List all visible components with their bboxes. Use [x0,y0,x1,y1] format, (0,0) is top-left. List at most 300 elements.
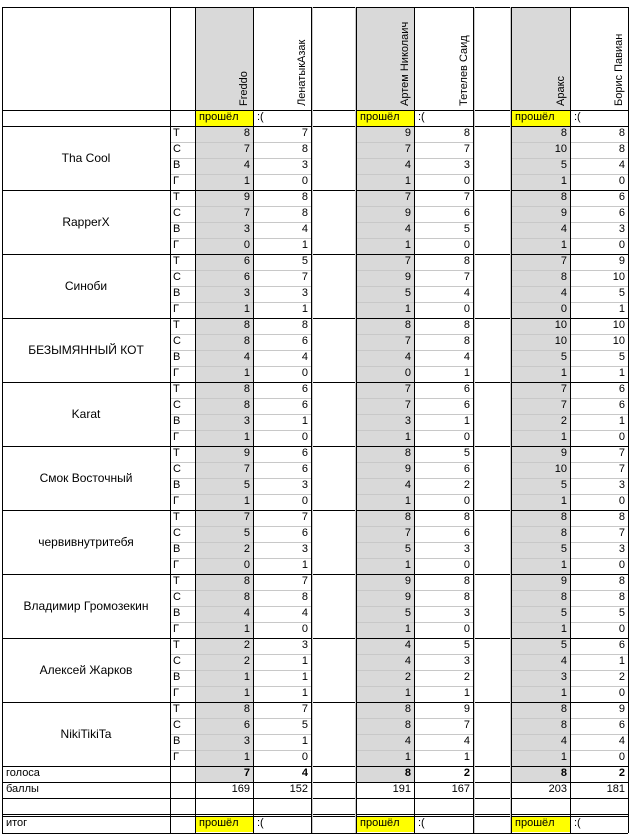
score-cell: 5 [618,351,625,363]
score-cell: 7 [463,191,470,203]
score-cell: 0 [195,238,253,254]
grid-line [474,7,475,833]
status-fail: :( [418,111,425,123]
score-cell: 7 [356,190,414,206]
grid-line [414,7,415,833]
score-cell: 1 [356,430,414,446]
criterion-label: Г [173,239,179,251]
grid-line [170,222,311,223]
score-cell: 6 [463,463,470,475]
score-cell: 7 [356,254,414,270]
score-cell: 6 [463,207,470,219]
score-cell: 8 [195,318,253,334]
score-cell: 2 [356,670,414,686]
grid-line [170,494,311,495]
score-cell: 1 [618,415,625,427]
judge-name: Freddo [238,71,250,106]
criterion-label: В [173,543,181,555]
score-cell: 8 [356,318,414,334]
criterion-label: Т [173,383,180,395]
score-cell: 7 [463,719,470,731]
score-cell: 0 [618,559,625,571]
criterion-label: Г [173,751,179,763]
grid-line [170,686,311,687]
grid-line [2,702,628,703]
status-fail: :( [574,111,581,123]
grid-line [2,7,628,8]
score-cell: 6 [301,463,308,475]
score-cell: 9 [511,206,570,222]
score-cell: 4 [356,158,414,174]
criterion-label: С [173,335,181,347]
grid-line [170,270,311,271]
score-cell: 8 [511,702,570,718]
grid-line [170,478,311,479]
score-cell: 4 [356,654,414,670]
score-cell: 10 [612,271,625,283]
score-cell: 1 [195,670,253,686]
score-cell: 9 [356,574,414,590]
grid-line [170,158,311,159]
score-cell: 6 [463,399,470,411]
score-cell: 8 [463,591,470,603]
score-cell: 1 [195,430,253,446]
grid-line [170,302,311,303]
score-cell: 0 [195,558,253,574]
score-cell: 7 [301,271,308,283]
score-cell: 7 [618,527,625,539]
score-cell: 1 [356,238,414,254]
score-cell: 6 [618,207,625,219]
score-cell: 1 [511,366,570,382]
score-cell: 4 [511,222,570,238]
grid-line [170,286,311,287]
score-cell: 9 [356,462,414,478]
criterion-label: Г [173,431,179,443]
grid-line [170,430,311,431]
grid-line [511,7,512,833]
score-cell: 0 [463,559,470,571]
score-cell: 1 [195,366,253,382]
score-cell: 1 [511,622,570,638]
score-cell: 0 [618,175,625,187]
score-cell: 3 [618,543,625,555]
points-label: баллы [6,783,39,795]
score-cell: 5 [618,287,625,299]
score-cell: 1 [463,751,470,763]
criterion-label: Г [173,367,179,379]
score-cell: 9 [356,126,414,142]
score-cell: 7 [618,463,625,475]
score-cell: 7 [195,206,253,222]
score-cell: 8 [511,590,570,606]
criterion-label: С [173,591,181,603]
score-cell: 6 [301,399,308,411]
score-cell: 9 [356,590,414,606]
score-cell: 6 [463,527,470,539]
score-cell: 8 [618,575,625,587]
score-cell: 1 [301,655,308,667]
score-cell: 8 [195,126,253,142]
criterion-label: С [173,527,181,539]
score-cell: 7 [356,142,414,158]
judge-header [356,7,414,110]
score-cell: 0 [463,623,470,635]
score-cell: 6 [301,383,308,395]
score-cell: 0 [618,687,625,699]
score-cell: 8 [356,446,414,462]
score-cell: 4 [195,158,253,174]
score-cell: 8 [356,510,414,526]
score-cell: 1 [301,671,308,683]
score-cell: 7 [356,334,414,350]
score-cell: 8 [511,126,570,142]
grid-line [2,318,628,319]
score-cell: 8 [618,591,625,603]
score-cell: 4 [618,159,625,171]
score-cell: 4 [301,223,308,235]
score-cell: 5 [195,478,253,494]
score-cell: 3 [195,222,253,238]
score-cell: 0 [356,366,414,382]
score-cell: 8 [195,398,253,414]
grid-line [2,510,628,511]
score-cell: 0 [618,751,625,763]
rapper-name: червивнутритебя [38,535,134,549]
grid-line [170,350,311,351]
score-cell: 6 [301,447,308,459]
grid-line [2,126,628,127]
score-cell: 9 [195,446,253,462]
criterion-label: В [173,159,181,171]
score-cell: 0 [463,175,470,187]
score-cell: 4 [463,351,470,363]
criterion-label: В [173,671,181,683]
score-cell: 3 [301,287,308,299]
score-cell: 5 [511,158,570,174]
score-cell: 8 [511,190,570,206]
grid-line [170,654,311,655]
score-cell: 1 [301,735,308,747]
score-cell: 1 [356,686,414,702]
score-cell: 7 [511,254,570,270]
grid-line [170,670,311,671]
score-cell: 4 [356,222,414,238]
score-cell: 3 [356,414,414,430]
score-cell: 8 [511,510,570,526]
score-cell: 3 [195,286,253,302]
score-cell: 3 [463,159,470,171]
score-cell: 0 [301,431,308,443]
points-total: 191 [392,783,411,795]
judge-name: Борис Павиан [613,33,625,106]
votes-label: голоса [6,767,40,779]
grid-line [2,7,3,833]
criterion-label: Т [173,639,180,651]
criterion-label: Т [173,703,180,715]
score-cell: 1 [511,558,570,574]
score-cell: 9 [195,190,253,206]
score-cell: 8 [195,382,253,398]
judge-name: Аракс [555,75,567,106]
score-cell: 5 [618,607,625,619]
score-cell: 3 [195,414,253,430]
score-cell: 10 [511,318,570,334]
score-cell: 1 [195,174,253,190]
votes-total: 2 [463,767,470,779]
score-cell: 1 [195,750,253,766]
score-cell: 6 [301,527,308,539]
score-cell: 2 [195,638,253,654]
score-cell: 10 [511,462,570,478]
score-cell: 3 [301,159,308,171]
score-cell: 0 [301,175,308,187]
score-cell: 5 [511,638,570,654]
rapper-name: Алексей Жарков [39,663,133,677]
criterion-label: Т [173,511,180,523]
grid-line [170,718,311,719]
score-cell: 1 [618,367,625,379]
score-cell: 7 [195,510,253,526]
criterion-label: Г [173,175,179,187]
final-label: итог [6,817,28,829]
score-cell: 5 [511,606,570,622]
score-cell: 8 [195,590,253,606]
grid-line [170,7,171,833]
grid-line [170,414,311,415]
score-cell: 6 [195,254,253,270]
rapper-name: Владимир Громозекин [23,599,149,613]
score-cell: 9 [511,446,570,462]
grid-line [2,782,628,783]
score-cell: 6 [463,383,470,395]
grid-line [170,558,311,559]
score-cell: 1 [301,687,308,699]
score-cell: 5 [195,526,253,542]
grid-line [170,750,311,751]
score-cell: 5 [356,606,414,622]
criterion-label: В [173,607,181,619]
score-cell: 5 [511,350,570,366]
score-cell: 4 [356,734,414,750]
grid-line [2,254,628,255]
score-cell: 10 [511,334,570,350]
status-pass: прошёл [511,110,570,126]
score-cell: 8 [618,143,625,155]
score-cell: 8 [463,575,470,587]
criterion-label: Т [173,191,180,203]
score-cell: 6 [618,383,625,395]
rapper-name: RapperX [62,215,110,229]
rapper-name: Tha Cool [61,151,111,165]
score-cell: 5 [463,639,470,651]
rapper-name: Смок Восточный [39,471,133,485]
criterion-label: С [173,719,181,731]
score-cell: 7 [301,127,308,139]
score-cell: 7 [195,462,253,478]
judge-name: Тетелев Саид [458,35,470,106]
score-cell: 4 [356,350,414,366]
criterion-label: Г [173,623,179,635]
score-cell: 5 [301,719,308,731]
final-status-fail: :( [574,817,581,829]
score-cell: 8 [301,207,308,219]
score-cell: 6 [301,335,308,347]
score-cell: 5 [463,223,470,235]
score-cell: 4 [511,734,570,750]
grid-line [170,590,311,591]
votes-total: 4 [301,767,308,779]
status-pass: прошёл [356,110,414,126]
grid-line [170,606,311,607]
criterion-label: С [173,271,181,283]
score-cell: 4 [195,350,253,366]
points-total: 181 [606,783,625,795]
grid-line [170,734,311,735]
grid-line [170,206,311,207]
rapper-name: БЕЗЫМЯННЫЙ КОТ [28,343,144,357]
score-cell: 5 [356,542,414,558]
score-cell: 3 [463,655,470,667]
criterion-label: В [173,415,181,427]
judge-header [195,7,253,110]
score-cell: 1 [301,303,308,315]
votes-total: 8 [511,766,570,782]
score-cell: 4 [618,735,625,747]
score-cell: 1 [195,302,253,318]
score-cell: 5 [463,447,470,459]
status-pass: прошёл [195,110,253,126]
grid-line [2,638,628,639]
score-cell: 0 [511,302,570,318]
score-cell: 2 [195,654,253,670]
score-cell: 2 [463,479,470,491]
judge-name: Артем Николаич [399,21,411,106]
criterion-label: С [173,655,181,667]
score-cell: 0 [463,303,470,315]
score-cell: 0 [301,751,308,763]
score-cell: 1 [301,559,308,571]
score-cell: 1 [195,686,253,702]
score-cell: 1 [195,622,253,638]
score-cell: 9 [511,574,570,590]
score-cell: 5 [356,286,414,302]
score-cell: 0 [463,239,470,251]
score-cell: 9 [618,703,625,715]
score-cell: 1 [356,622,414,638]
judge-header [570,7,628,110]
score-cell: 6 [618,719,625,731]
score-cell: 4 [195,606,253,622]
judge-header [414,7,473,110]
criterion-label: В [173,223,181,235]
criterion-label: В [173,479,181,491]
score-cell: 8 [195,574,253,590]
score-cell: 8 [301,191,308,203]
score-cell: 6 [618,191,625,203]
score-cell: 1 [511,686,570,702]
score-cell: 0 [463,495,470,507]
score-cell: 3 [618,223,625,235]
score-cell: 1 [463,415,470,427]
score-cell: 1 [618,303,625,315]
score-cell: 3 [463,543,470,555]
score-cell: 8 [356,702,414,718]
grid-line [570,7,571,833]
grid-line [2,816,628,817]
score-cell: 1 [356,494,414,510]
grid-line [170,526,311,527]
criterion-label: С [173,143,181,155]
grid-line [170,334,311,335]
score-cell: 1 [511,494,570,510]
final-status-fail: :( [418,817,425,829]
score-cell: 7 [463,143,470,155]
judge-header [511,7,570,110]
score-cell: 8 [463,127,470,139]
score-cell: 1 [463,367,470,379]
final-status-pass: прошёл [511,816,570,832]
score-cell: 3 [618,479,625,491]
rapper-name: NikiTikiTa [60,727,112,741]
score-cell: 7 [356,526,414,542]
grid-line [312,7,313,833]
score-cell: 1 [618,655,625,667]
judge-header [253,7,311,110]
score-cell: 0 [301,367,308,379]
grid-line [170,238,311,239]
grid-line [170,174,311,175]
grid-line [510,7,511,833]
criterion-label: В [173,735,181,747]
score-cell: 3 [463,607,470,619]
score-cell: 8 [618,127,625,139]
score-cell: 7 [511,398,570,414]
grid-line [253,7,254,833]
score-cell: 7 [301,703,308,715]
grid-line [195,7,196,833]
score-cell: 8 [195,334,253,350]
score-cell: 8 [511,718,570,734]
grid-line [2,574,628,575]
score-cell: 8 [511,270,570,286]
criterion-label: С [173,207,181,219]
score-cell: 4 [301,351,308,363]
score-cell: 8 [195,702,253,718]
score-cell: 8 [301,143,308,155]
grid-line [2,190,628,191]
score-cell: 1 [301,415,308,427]
score-cell: 8 [463,255,470,267]
score-cell: 1 [511,238,570,254]
score-cell: 8 [301,319,308,331]
score-cell: 1 [511,174,570,190]
score-cell: 1 [511,430,570,446]
grid-line [170,142,311,143]
score-cell: 7 [301,575,308,587]
score-cell: 0 [301,623,308,635]
score-cell: 7 [463,271,470,283]
score-cell: 3 [301,479,308,491]
score-cell: 4 [356,638,414,654]
score-cell: 2 [463,671,470,683]
score-cell: 2 [511,414,570,430]
score-cell: 0 [618,431,625,443]
final-status-pass: прошёл [356,816,414,832]
grid-line [170,542,311,543]
rapper-name: Karat [71,407,101,421]
criterion-label: В [173,287,181,299]
